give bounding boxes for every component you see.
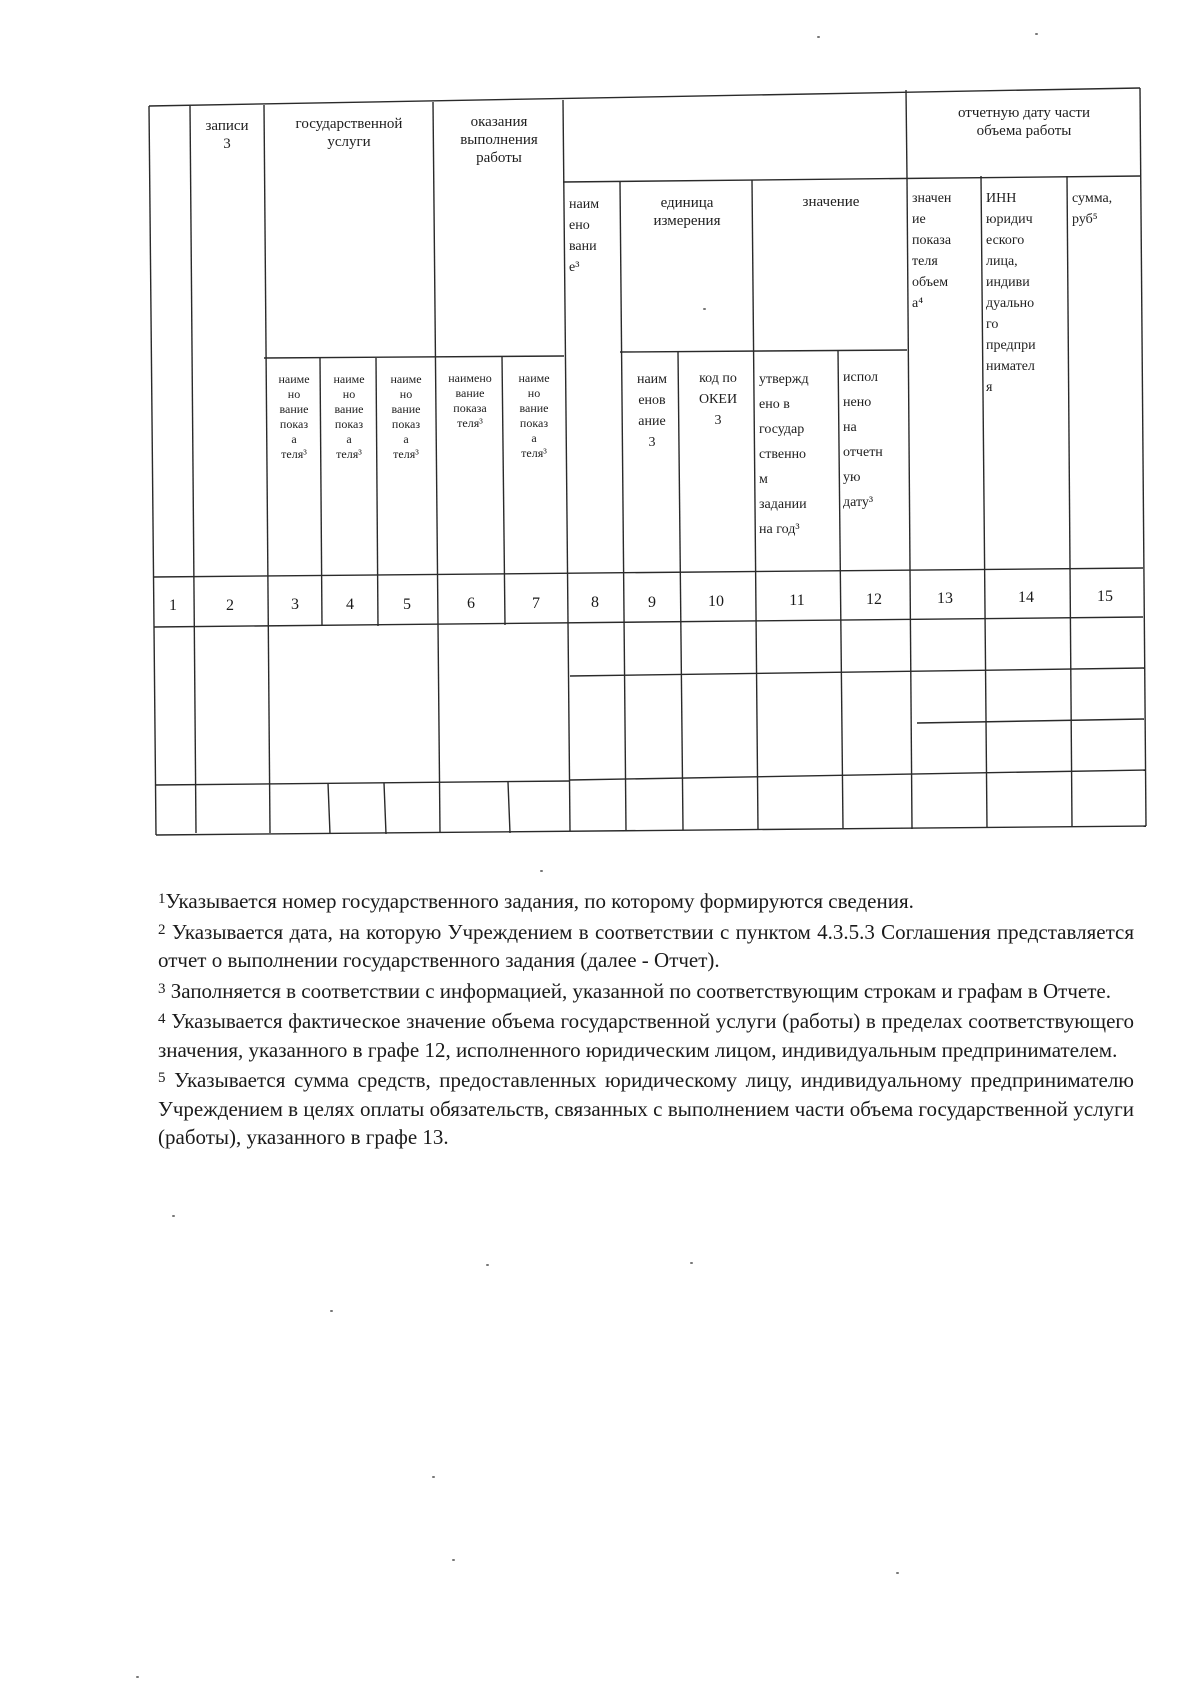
header-inn: ИНН юридич еского лица, индиви дуально го предпри нимател я <box>986 191 1036 395</box>
header-unit-of-measure: единица измерения <box>653 195 721 229</box>
header-value: значение <box>802 194 860 210</box>
column-number: 6 <box>467 595 475 612</box>
header-approved-value: утвержд ено в государ ственно м задании на год³ <box>759 372 809 537</box>
column-number: 4 <box>346 596 354 613</box>
header-state-service: государственной услуги <box>295 116 403 150</box>
footnote-1: $^1$Указывается номер государственного задания, по которому формируются сведения. <box>158 889 914 913</box>
scan-speck <box>330 1310 333 1312</box>
scan-speck <box>1035 33 1038 35</box>
footnotes <box>158 885 1134 1152</box>
header-indicator-5: наиме но вание показ а теля³ <box>390 372 422 461</box>
scan-speck <box>432 1476 435 1478</box>
column-number: 11 <box>789 592 805 609</box>
scan-speck <box>136 1676 139 1678</box>
header-indicator-name: наим ено вани е³ <box>569 197 600 275</box>
column-number: 15 <box>1097 588 1113 605</box>
scan-speck <box>452 1559 455 1561</box>
header-indicator-3: наиме но вание показ а теля³ <box>278 372 310 461</box>
footnote-3: $^3$ Заполняется в соответствии с информацией, указанной по соответствующим строкам и графам в Отчете. <box>158 978 1111 1003</box>
column-number: 3 <box>291 596 299 613</box>
header-sum: сумма, руб⁵ <box>1072 191 1113 227</box>
scan-speck <box>540 870 543 872</box>
column-number: 13 <box>937 590 953 607</box>
column-number: 7 <box>532 595 540 612</box>
scan-speck <box>703 308 706 310</box>
header-indicator-6: наимено вание показа теля³ <box>448 371 492 430</box>
header-executed-value: испол нено на отчетн ую дату³ <box>843 370 883 510</box>
header-unit-name: наим енов ание 3 <box>636 372 668 450</box>
header-okei-code: код по ОКЕИ 3 <box>698 371 738 428</box>
header-indicator-7: наиме но вание показ а теля³ <box>518 371 550 460</box>
header-indicator-4: наиме но вание показ а теля³ <box>333 372 365 461</box>
footnote-5: $^5$ Указывается сумма средств, предоставленных юридическому лицу, индивидуальному предпринимателю Учреждением в целях оплаты обязательств, связанных с выполнением части объема государственной услуги (работы), указанного в графе 13. <box>158 1068 1134 1149</box>
header-conditions: оказания выполнения работы <box>460 114 538 166</box>
column-number: 9 <box>648 594 656 611</box>
header-record-number: записи 3 <box>205 118 249 152</box>
column-number: 10 <box>708 593 724 610</box>
column-number: 2 <box>226 597 234 614</box>
column-number: 5 <box>403 596 411 613</box>
scan-speck <box>690 1262 693 1264</box>
scan-speck <box>817 36 820 38</box>
column-number: 1 <box>169 597 177 614</box>
footnote-2: $^2$ Указывается дата, на которую Учреждением в соответствии с пунктом 4.3.5.3 Соглашения представляется отчет о выполнении государственного задания (далее - Отчет). <box>158 919 1134 972</box>
header-report-date-part: отчетную дату части объема работы <box>957 105 1091 139</box>
column-number: 8 <box>591 594 599 611</box>
scan-speck <box>486 1264 489 1266</box>
column-number: 12 <box>866 591 882 608</box>
scan-speck <box>172 1215 175 1217</box>
scan-speck <box>896 1572 899 1574</box>
footnote-4: $^4$ Указывается фактическое значение объема государственной услуги (работы) в пределах соответствующего значения, указанного в графе 12, исполненного юридическим лицом, индивидуальным предпринимателем. <box>158 1009 1135 1062</box>
column-number: 14 <box>1018 589 1034 606</box>
header-volume-value: значен ие показа теля объем а⁴ <box>912 191 952 311</box>
